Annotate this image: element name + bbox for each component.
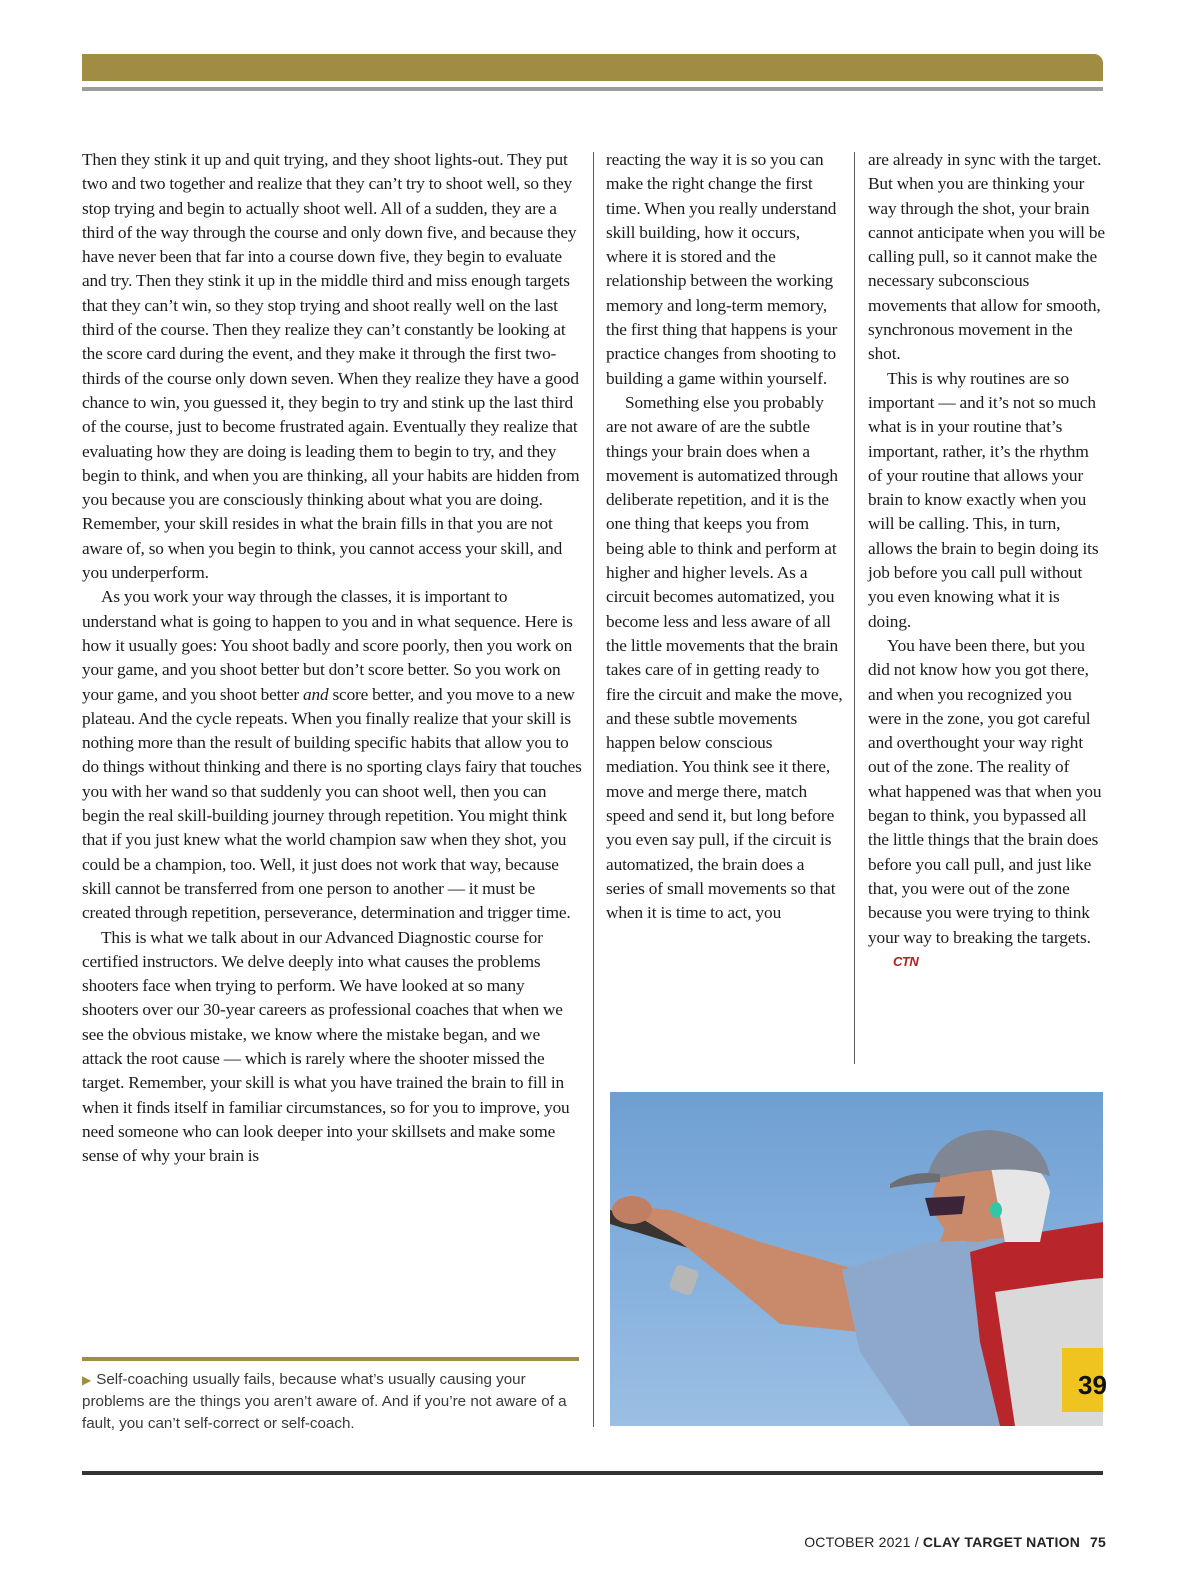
article-paragraph (82, 585, 582, 925)
bib-number: 39 (1078, 1370, 1107, 1400)
emphasis-text: and (303, 684, 329, 704)
paragraph-text: score better, and you move to a new plateau. And the cycle repeats. When you finally realize that your skill is nothing more than the result of building specific habits that allow you to do things without thinking and there is no sporting clays fairy that touches you with her wand so that suddenly you can shoot well, then you can begin the real skill-building journey through repetition. You might think that if you just knew what the world champion saw when they shot, you could be a champion, too. Well, it just does not work that way, because skill cannot be transferred from one person to another — it must be created through repetition, perseverance, determination and trigger time. (82, 684, 582, 923)
article-column-1 (82, 148, 582, 1168)
shooter-photo (610, 1092, 1107, 1426)
article-paragraph: This is why routines are so important — and it’s not so much what is in your routine that’s important, rather, it’s the rhythm of your routine that allows your brain to know exactly when you will be calling. This, in turn, allows the brain to begin doing its job before you call pull without you even knowing what it is doing. (868, 368, 1099, 631)
header-rule (82, 87, 1103, 91)
article-paragraph (868, 634, 1106, 974)
footer-date: OCTOBER 2021 (804, 1534, 911, 1550)
caption-rule (82, 1357, 579, 1361)
footer-rule (82, 1471, 1103, 1475)
article-column-3 (868, 148, 1106, 974)
caption-text: Self-coaching usually fails, because what’s usually causing your problems are the things you aren’t aware of. And if you’re not aware of a fault, you can’t self-correct or self-coach. (82, 1371, 567, 1432)
article-paragraph: reacting the way it is so you can make the right change the first time. When you really understand skill building, how it occurs, where it is stored and the relationship between the working memory and long-term memory, the first thing that happens is your practice changes from shooting to building a game within yourself. (606, 150, 838, 388)
article-paragraph: are already in sync with the target. But when you are thinking your way through the shot, your brain cannot anticipate when you will be calling pull, so it cannot make the necessary subconscious movements that allow for smooth, synchronous movement in the shot. (868, 150, 1105, 364)
header-color-band (82, 54, 1103, 81)
column-divider (593, 152, 594, 1427)
shooter-illustration (610, 1092, 1107, 1426)
footer-separator: / (910, 1534, 923, 1550)
article-paragraph: This is what we talk about in our Advanced Diagnostic course for certified instructors. We delve deeply into what causes the problems shooters face when trying to perform. We have looked at so many shooters over our 30-year careers as professional coaches that when we see the obvious mistake, we know where the mistake began, and we attack the root cause — which is rarely where the shooter missed the target. Remember, your skill is what you have trained the brain to fill in when it finds itself in familiar circumstances, so for you to improve, you need someone who can look deeper into your skillsets and make some sense of why your brain is (82, 927, 570, 1166)
article-column-2 (606, 148, 844, 926)
column-divider (854, 152, 855, 1064)
article-paragraph: Then they stink it up and quit trying, and they shoot lights-out. They put two and two together and realize that they can’t try to shoot well, so they stop trying and begin to actually shoot well. All of a sudden, they are a third of the way through the course and only down five, and because they have never been that far into a course down five, they begin to evaluate and try. Then they stink it up in the middle third and miss enough targets that they can’t win, so they stop trying and shoot really well on the last third of the course. Then they realize they can’t constantly be looking at the score card during the event, and they make it through the first two-thirds of the course only down seven. When they realize they have a good chance to win, you guessed it, they begin to try and stink up the last third of the course, just to become frustrated again. Eventually they realize that evaluating how they are doing is leading them to begin to try, and they begin to think, and when you are thinking, all your habits are hidden from you because you are consciously thinking about what you are doing. Remember, your skill resides in what the brain fills in that you are not aware of, so when you begin to think, you cannot access your skill, and you underperform. (82, 150, 580, 583)
page-footer (804, 1534, 1106, 1550)
photo-caption (82, 1369, 582, 1435)
page-number: 75 (1090, 1534, 1106, 1550)
paragraph-text: As you work your way through the classes, it is important to understand what is going to happen to you and in what sequence. Here is how it usually goes: You shoot badly and score poorly, then you work on your game, and you shoot better but don’t score better. So you work on your game, and you shoot better (82, 587, 573, 704)
triangle-right-icon: ▶ (82, 1373, 92, 1387)
end-mark-logo: CTN (893, 953, 919, 969)
footer-magazine-name: CLAY TARGET NATION (922, 1534, 1081, 1550)
paragraph-text: You have been there, but you did not know how you got there, and when you recognized you were in the zone, you got careful and overthought your way right out of the zone. The reality of what happened was that when you began to think, you bypassed all the little things that the brain does before you call pull, and just like that, you were out of the zone because you were trying to think your way to breaking the targets. (868, 635, 1102, 947)
article-paragraph: Something else you probably are not aware of are the subtle things your brain does when a movement is automatized through deliberate repetition, and it is the one thing that keeps you from being able to think and perform at higher and higher levels. As a circuit becomes automatized, you become less and less aware of all the little movements that the brain takes care of in getting ready to fire the circuit and make the move, and these subtle movements happen below conscious mediation. You think see it there, move and merge there, match speed and send it, but long before you even say pull, if the circuit is automatized, the brain does a series of small movements so that when it is time to act, you (606, 392, 843, 923)
